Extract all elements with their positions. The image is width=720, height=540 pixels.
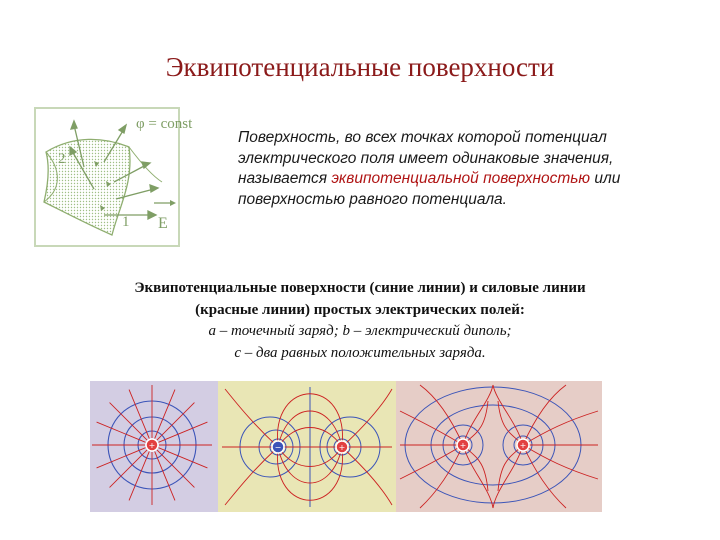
e-vector-label: E (158, 215, 168, 232)
field-panels (90, 381, 602, 512)
definition-part1: Поверхность, во всех точках которой потенциал электрического поля имеет одинаковые значения, называется (238, 129, 614, 187)
caption-line-2: (красные линии) простых электрических полей: (195, 301, 525, 318)
definition-highlight: эквипотенциальной поверхностью (331, 170, 591, 187)
definition-text (238, 128, 668, 210)
charge-sign: + (459, 441, 467, 450)
caption-line-4: с – два равных положительных заряда. (234, 344, 486, 361)
charge-sign: − (274, 443, 282, 452)
panel-point-charge (90, 381, 218, 512)
charge-sign: + (148, 441, 156, 450)
panel-dipole (218, 381, 396, 512)
charge-sign: + (519, 441, 527, 450)
label-1: 1 (122, 214, 130, 230)
page-title: Эквипотенциальные поверхности (165, 52, 555, 82)
panel-two-positive (396, 381, 602, 512)
caption-line-1: Эквипотенциальные поверхности (синие линии) и силовые линии (134, 280, 586, 296)
phi-const-label: φ = const (136, 116, 193, 132)
figure-caption (60, 278, 660, 364)
caption-line-3: а – точечный заряд; b – электрический диполь; (208, 323, 512, 339)
charge-sign: + (338, 443, 346, 452)
definition-part2: или поверхностью равного потенциала. (238, 170, 621, 208)
equipotential-surface-diagram (34, 107, 193, 247)
label-2: 2 (58, 151, 66, 167)
